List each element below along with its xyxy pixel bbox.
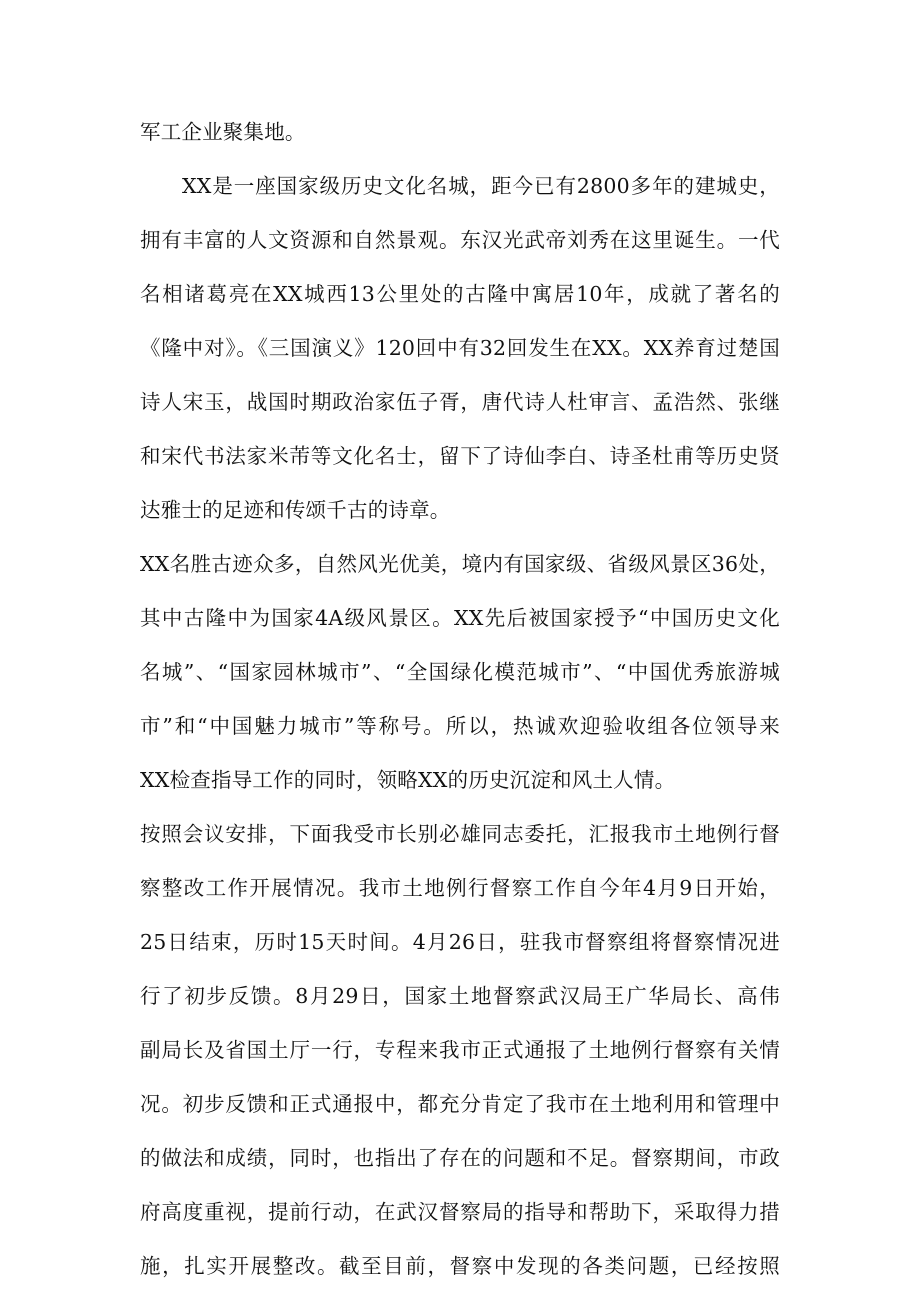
text-line: 诗人宋玉，战国时期政治家伍子胥，唐代诗人杜审言、孟浩然、张继 bbox=[140, 390, 780, 414]
text-line: XX名胜古迹众多，自然风光优美，境内有国家级、省级风景区36处， bbox=[140, 552, 780, 576]
text-line: XX是一座国家级历史文化名城，距今已有2800多年的建城史， bbox=[182, 174, 780, 198]
text-line: 施，扎实开展整改。截至目前，督察中发现的各类问题，已经按照 bbox=[140, 1254, 780, 1278]
text-line: 和宋代书法家米芾等文化名士，留下了诗仙李白、诗圣杜甫等历史贤 bbox=[140, 444, 780, 468]
text-line: 察整改工作开展情况。我市土地例行督察工作自今年4月9日开始， bbox=[140, 876, 780, 900]
text-line: 军工企业聚集地。 bbox=[140, 120, 306, 144]
text-line: XX检查指导工作的同时，领略XX的历史沉淀和风土人情。 bbox=[140, 768, 676, 792]
text-line: 25日结束，历时15天时间。4月26日，驻我市督察组将督察情况进 bbox=[140, 930, 780, 954]
text-line: 名城”、“国家园林城市”、“全国绿化模范城市”、“中国优秀旅游城 bbox=[140, 660, 780, 684]
text-line: 府高度重视，提前行动，在武汉督察局的指导和帮助下，采取得力措 bbox=[140, 1200, 780, 1224]
text-line: 行了初步反馈。8月29日，国家土地督察武汉局王广华局长、高伟 bbox=[140, 984, 780, 1008]
text-line: 拥有丰富的人文资源和自然景观。东汉光武帝刘秀在这里诞生。一代 bbox=[140, 228, 780, 252]
text-line: 的做法和成绩，同时，也指出了存在的问题和不足。督察期间，市政 bbox=[140, 1146, 780, 1170]
text-line: 名相诸葛亮在XX城西13公里处的古隆中寓居10年，成就了著名的 bbox=[140, 282, 780, 306]
text-line: 市”和“中国魅力城市”等称号。所以，热诚欢迎验收组各位领导来 bbox=[140, 714, 780, 738]
text-line: 《隆中对》。《三国演义》120回中有32回发生在XX。XX养育过楚国 bbox=[140, 336, 780, 360]
text-line: 按照会议安排，下面我受市长别必雄同志委托，汇报我市土地例行督 bbox=[140, 822, 780, 846]
text-line: 其中古隆中为国家4A级风景区。XX先后被国家授予“中国历史文化 bbox=[140, 606, 780, 630]
text-line: 况。初步反馈和正式通报中，都充分肯定了我市在土地利用和管理中 bbox=[140, 1092, 780, 1116]
text-line: 副局长及省国土厅一行，专程来我市正式通报了土地例行督察有关情 bbox=[140, 1038, 780, 1062]
text-line: 达雅士的足迹和传颂千古的诗章。 bbox=[140, 498, 451, 522]
